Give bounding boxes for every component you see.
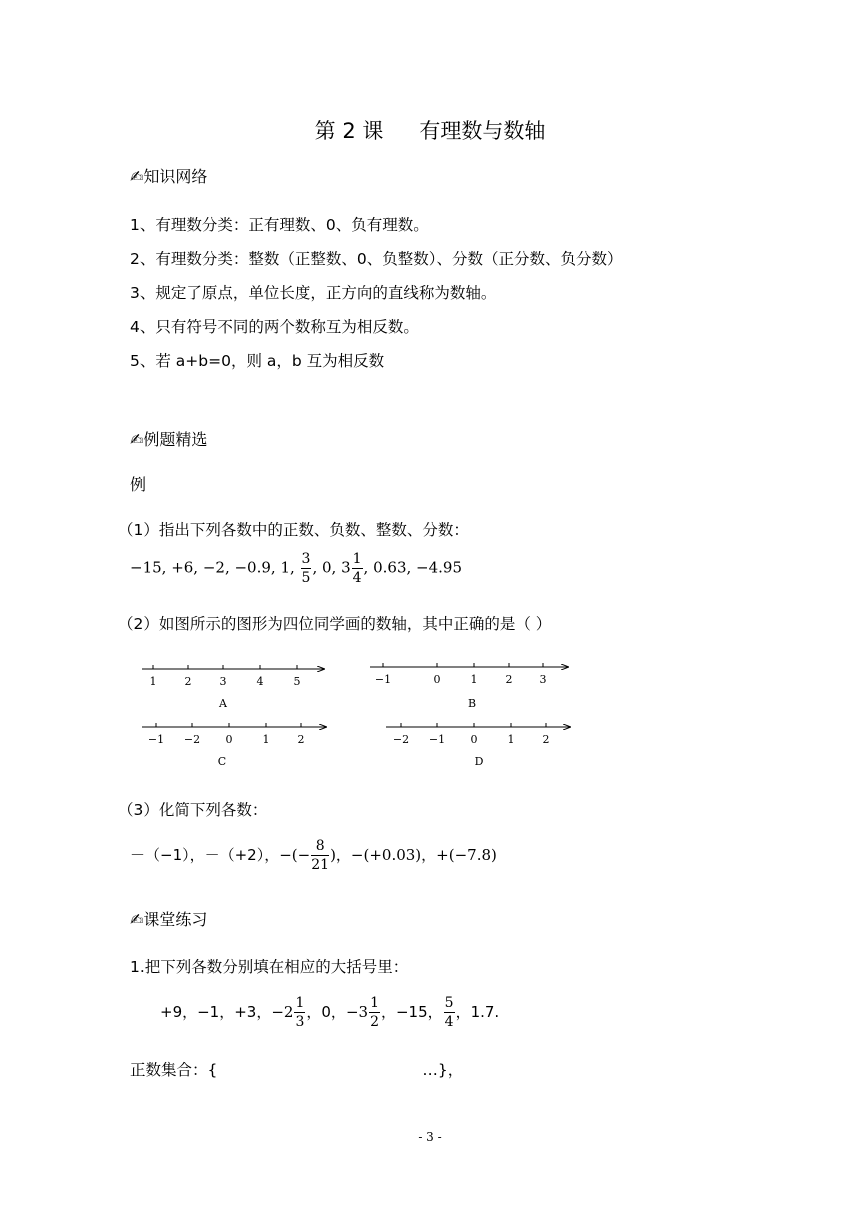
example-q1-numbers: −15, +6, −2, −0.9, 1, $\frac{3}{5}$ , 0, 3 $\frac{1}{4}$ , 0.63, −4.95 [130, 551, 462, 586]
example-q2: （2）如图所示的图形为四位同学画的数轴，其中正确的是（ ） [118, 615, 552, 633]
tick-label: −2 [183, 733, 201, 746]
knowledge-item-3: 3、规定了原点，单位长度，正方向的直线称为数轴。 [130, 284, 497, 302]
tick-label: 2 [505, 673, 513, 686]
fraction: $\frac{1}{3}$ [295, 995, 305, 1030]
lesson-number: 第 2 课 [314, 119, 384, 143]
line-label: C [217, 755, 227, 768]
tick-label: 5 [293, 675, 301, 688]
knowledge-item-2: 2、有理数分类：整数（正整数、0、负整数）、分数（正分数、负分数） [130, 250, 623, 268]
fraction: $\frac{1}{4}$ [352, 551, 362, 586]
knowledge-item-5: 5、若 a+b=0，则 a，b 互为相反数 [130, 352, 385, 370]
tick-label: −1 [147, 733, 165, 746]
section-knowledge: ✍知识网络 [130, 167, 208, 186]
tick-label: 2 [297, 733, 305, 746]
tick-label: 4 [256, 675, 264, 688]
tick-label: 2 [542, 733, 550, 746]
fraction: $\frac{3}{5}$ [301, 551, 311, 586]
practice-q1: 1.把下列各数分别填在相应的大括号里： [130, 958, 409, 976]
number-lines-figure [130, 655, 590, 770]
line-label: B [467, 697, 477, 710]
number-line-c [142, 723, 326, 768]
tick-label: 1 [149, 675, 157, 688]
example-label: 例 [130, 475, 147, 494]
line-label: A [219, 697, 227, 710]
tick-label: 1 [507, 733, 515, 746]
positive-set-line: 正数集合：{ …}， [130, 1061, 464, 1079]
fraction: $\frac{5}{4}$ [444, 995, 454, 1030]
tick-label: 0 [433, 673, 441, 686]
practice-numbers: +9，−1，+3，−2 $\frac{1}{3}$ ，0，−3 $\frac{1}{2}$ ，−15， $\frac{5}{4}$ ，1.7. [160, 995, 500, 1030]
fraction: $\frac{8}{21}$ [311, 838, 330, 873]
example-q3: （3）化简下列各数： [118, 801, 268, 819]
tick-label: 2 [184, 675, 192, 688]
tick-label: −1 [374, 673, 392, 686]
tick-label: 0 [470, 733, 478, 746]
pen-nib-icon: ✍ [130, 167, 144, 186]
number-line-a [142, 665, 324, 710]
tick-label: 1 [262, 733, 270, 746]
tick-label: −2 [392, 733, 410, 746]
knowledge-item-4: 4、只有符号不同的两个数称互为相反数。 [130, 318, 419, 336]
pen-nib-icon: ✍ [130, 430, 144, 449]
example-q3-expressions: －（−1），－（+2），−(− $\frac{8}{21}$ )，−(+0.03)，+(−7.8) [130, 838, 497, 873]
number-line-d [386, 723, 570, 768]
knowledge-item-1: 1、有理数分类：正有理数、0、负有理数。 [130, 216, 429, 234]
example-q1: （1）指出下列各数中的正数、负数、整数、分数： [118, 521, 469, 539]
fraction: $\frac{1}{2}$ [370, 995, 379, 1030]
page-title [0, 115, 860, 145]
number-line-b [370, 663, 568, 710]
lesson-name: 有理数与数轴 [419, 119, 546, 143]
tick-label: −1 [428, 733, 446, 746]
tick-label: 3 [539, 673, 547, 686]
section-practice: ✍课堂练习 [130, 910, 208, 929]
pen-nib-icon: ✍ [130, 910, 144, 929]
section-examples: ✍例题精选 [130, 430, 208, 449]
tick-label: 3 [219, 675, 227, 688]
tick-label: 1 [470, 673, 478, 686]
page-number: - 3 - [418, 1130, 442, 1144]
tick-label: 0 [225, 733, 233, 746]
line-label: D [474, 755, 484, 768]
